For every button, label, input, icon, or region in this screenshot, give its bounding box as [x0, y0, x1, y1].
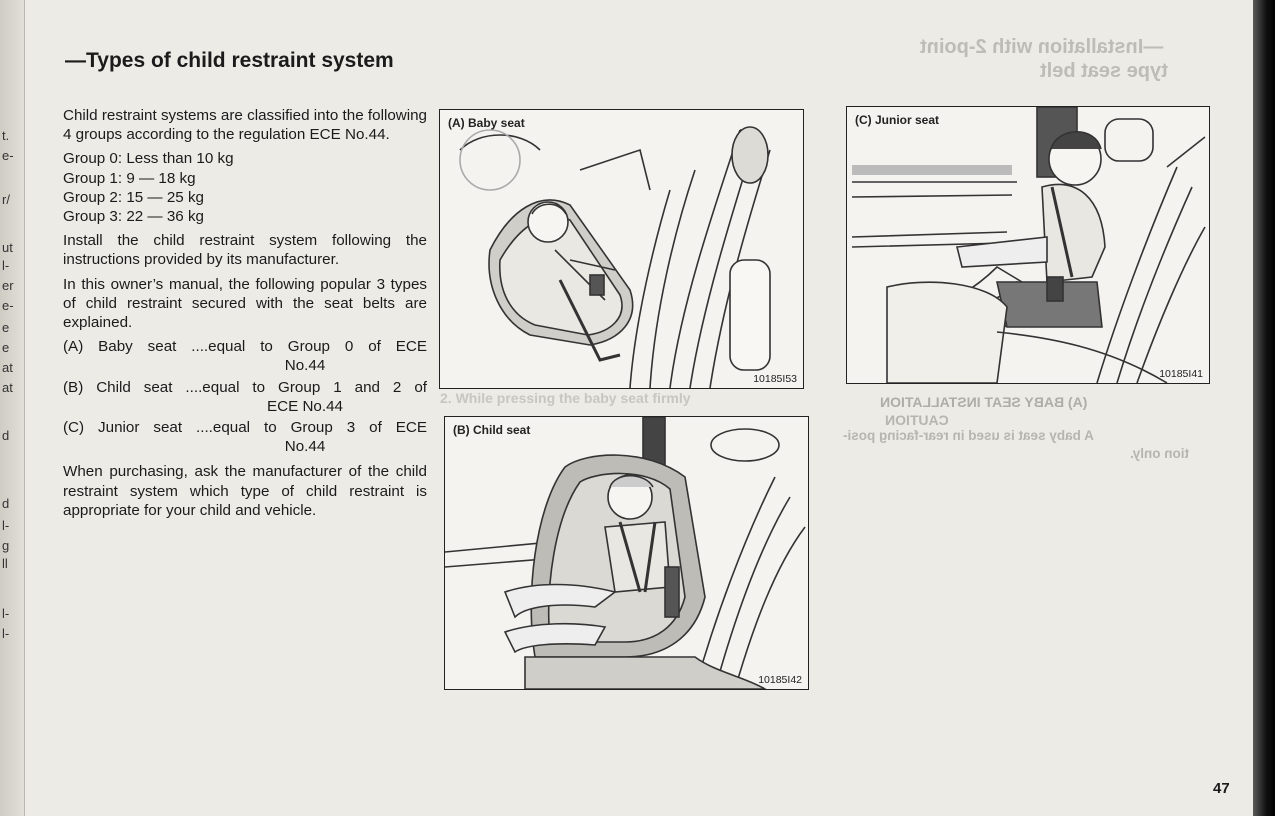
spine-fragment: ll — [2, 556, 8, 571]
figure-code: 10185I41 — [1159, 368, 1203, 380]
seat-type-sub: No.44 — [284, 438, 326, 456]
spine-fragment: e- — [2, 298, 14, 313]
spine-fragment: l- — [2, 606, 10, 621]
seat-type-sub: ECE No.44 — [267, 397, 343, 415]
spine-fragment: e — [2, 320, 10, 335]
section-body — [63, 106, 427, 525]
seat-type-main: (A) Baby seat ....equal to Group 0 of ECE — [63, 338, 427, 356]
group-item: Group 0: Less than 10 kg — [63, 150, 234, 168]
figure-junior-seat — [846, 106, 1210, 384]
seat-type-list — [63, 337, 427, 456]
bleed-heading-2: type seat belt — [1040, 60, 1168, 82]
seat-type-item — [63, 418, 427, 456]
spine-fragment: at — [2, 380, 13, 395]
section-title: —Types of child restraint system — [65, 49, 394, 72]
purchase-paragraph: When purchasing, ask the manufacturer of the child restraint system which type of child restraint is appropriate for your child and vehicle. — [63, 463, 427, 519]
manual-paragraph: In this owner’s manual, the following popular 3 types of child restraint secured with the seat belts are explained. — [63, 275, 427, 332]
bleed-subheading: (A) BABY SEAT INSTALLATION — [880, 394, 1088, 410]
junior-seat-illustration — [847, 107, 1209, 383]
manual-page — [25, 0, 1253, 816]
group-list — [63, 149, 427, 226]
bleed-step-2: 2. While pressing the baby seat firmly — [440, 390, 691, 406]
figure-label: (A) Baby seat — [448, 116, 525, 130]
bleed-line-2: tion only. — [1130, 446, 1189, 461]
seat-type-main: (C) Junior seat ....equal to Group 3 of ECE — [63, 419, 427, 437]
figure-child-seat — [444, 416, 809, 690]
spine-fragment: l- — [2, 258, 10, 273]
figure-baby-seat — [439, 109, 804, 389]
spine-fragment: d — [2, 496, 10, 511]
spine-fragment: ut — [2, 240, 13, 255]
spine-fragment: at — [2, 360, 13, 375]
figure-code: 10185I42 — [758, 674, 802, 686]
spine-fragment: l- — [2, 518, 10, 533]
spine-fragment: e — [2, 340, 10, 355]
page-number: 47 — [1213, 780, 1230, 797]
child-seat-illustration — [445, 417, 808, 689]
install-paragraph: Install the child restraint system following the instructions provided by its manufacturer. — [63, 232, 427, 269]
bleed-caution: CAUTION — [885, 412, 949, 428]
figure-label: (B) Child seat — [453, 423, 531, 437]
bleed-line-1: A baby seat is used in rear-facing posi- — [843, 428, 1094, 443]
spine-fragment: e- — [2, 148, 14, 163]
spine-fragment: r/ — [2, 192, 10, 207]
right-binding-edge — [1253, 0, 1275, 816]
spine-fragment: t. — [2, 128, 10, 143]
spine-fragment: d — [2, 428, 10, 443]
seat-type-item — [63, 337, 427, 375]
bleed-heading-1: —Installation with 2-point — [920, 36, 1164, 58]
group-item: Group 1: 9 — 18 kg — [63, 169, 196, 187]
seat-type-item — [63, 378, 427, 416]
figure-label: (C) Junior seat — [855, 113, 940, 127]
figure-code: 10185I53 — [753, 373, 797, 385]
group-item: Group 3: 22 — 36 kg — [63, 208, 204, 226]
seat-type-sub: No.44 — [284, 357, 326, 375]
intro-paragraph: Child restraint systems are classified into the following 4 groups according to the regulation ECE No.44. — [63, 107, 427, 144]
spine-fragment: g — [2, 538, 10, 553]
group-item: Group 2: 15 — 25 kg — [63, 188, 204, 206]
spine-fragment: er — [2, 278, 14, 293]
spine-fragment: l- — [2, 626, 10, 641]
baby-seat-illustration — [440, 110, 803, 388]
seat-type-main: (B) Child seat ....equal to Group 1 and 2 of — [63, 378, 427, 396]
left-page-edge — [0, 0, 25, 816]
